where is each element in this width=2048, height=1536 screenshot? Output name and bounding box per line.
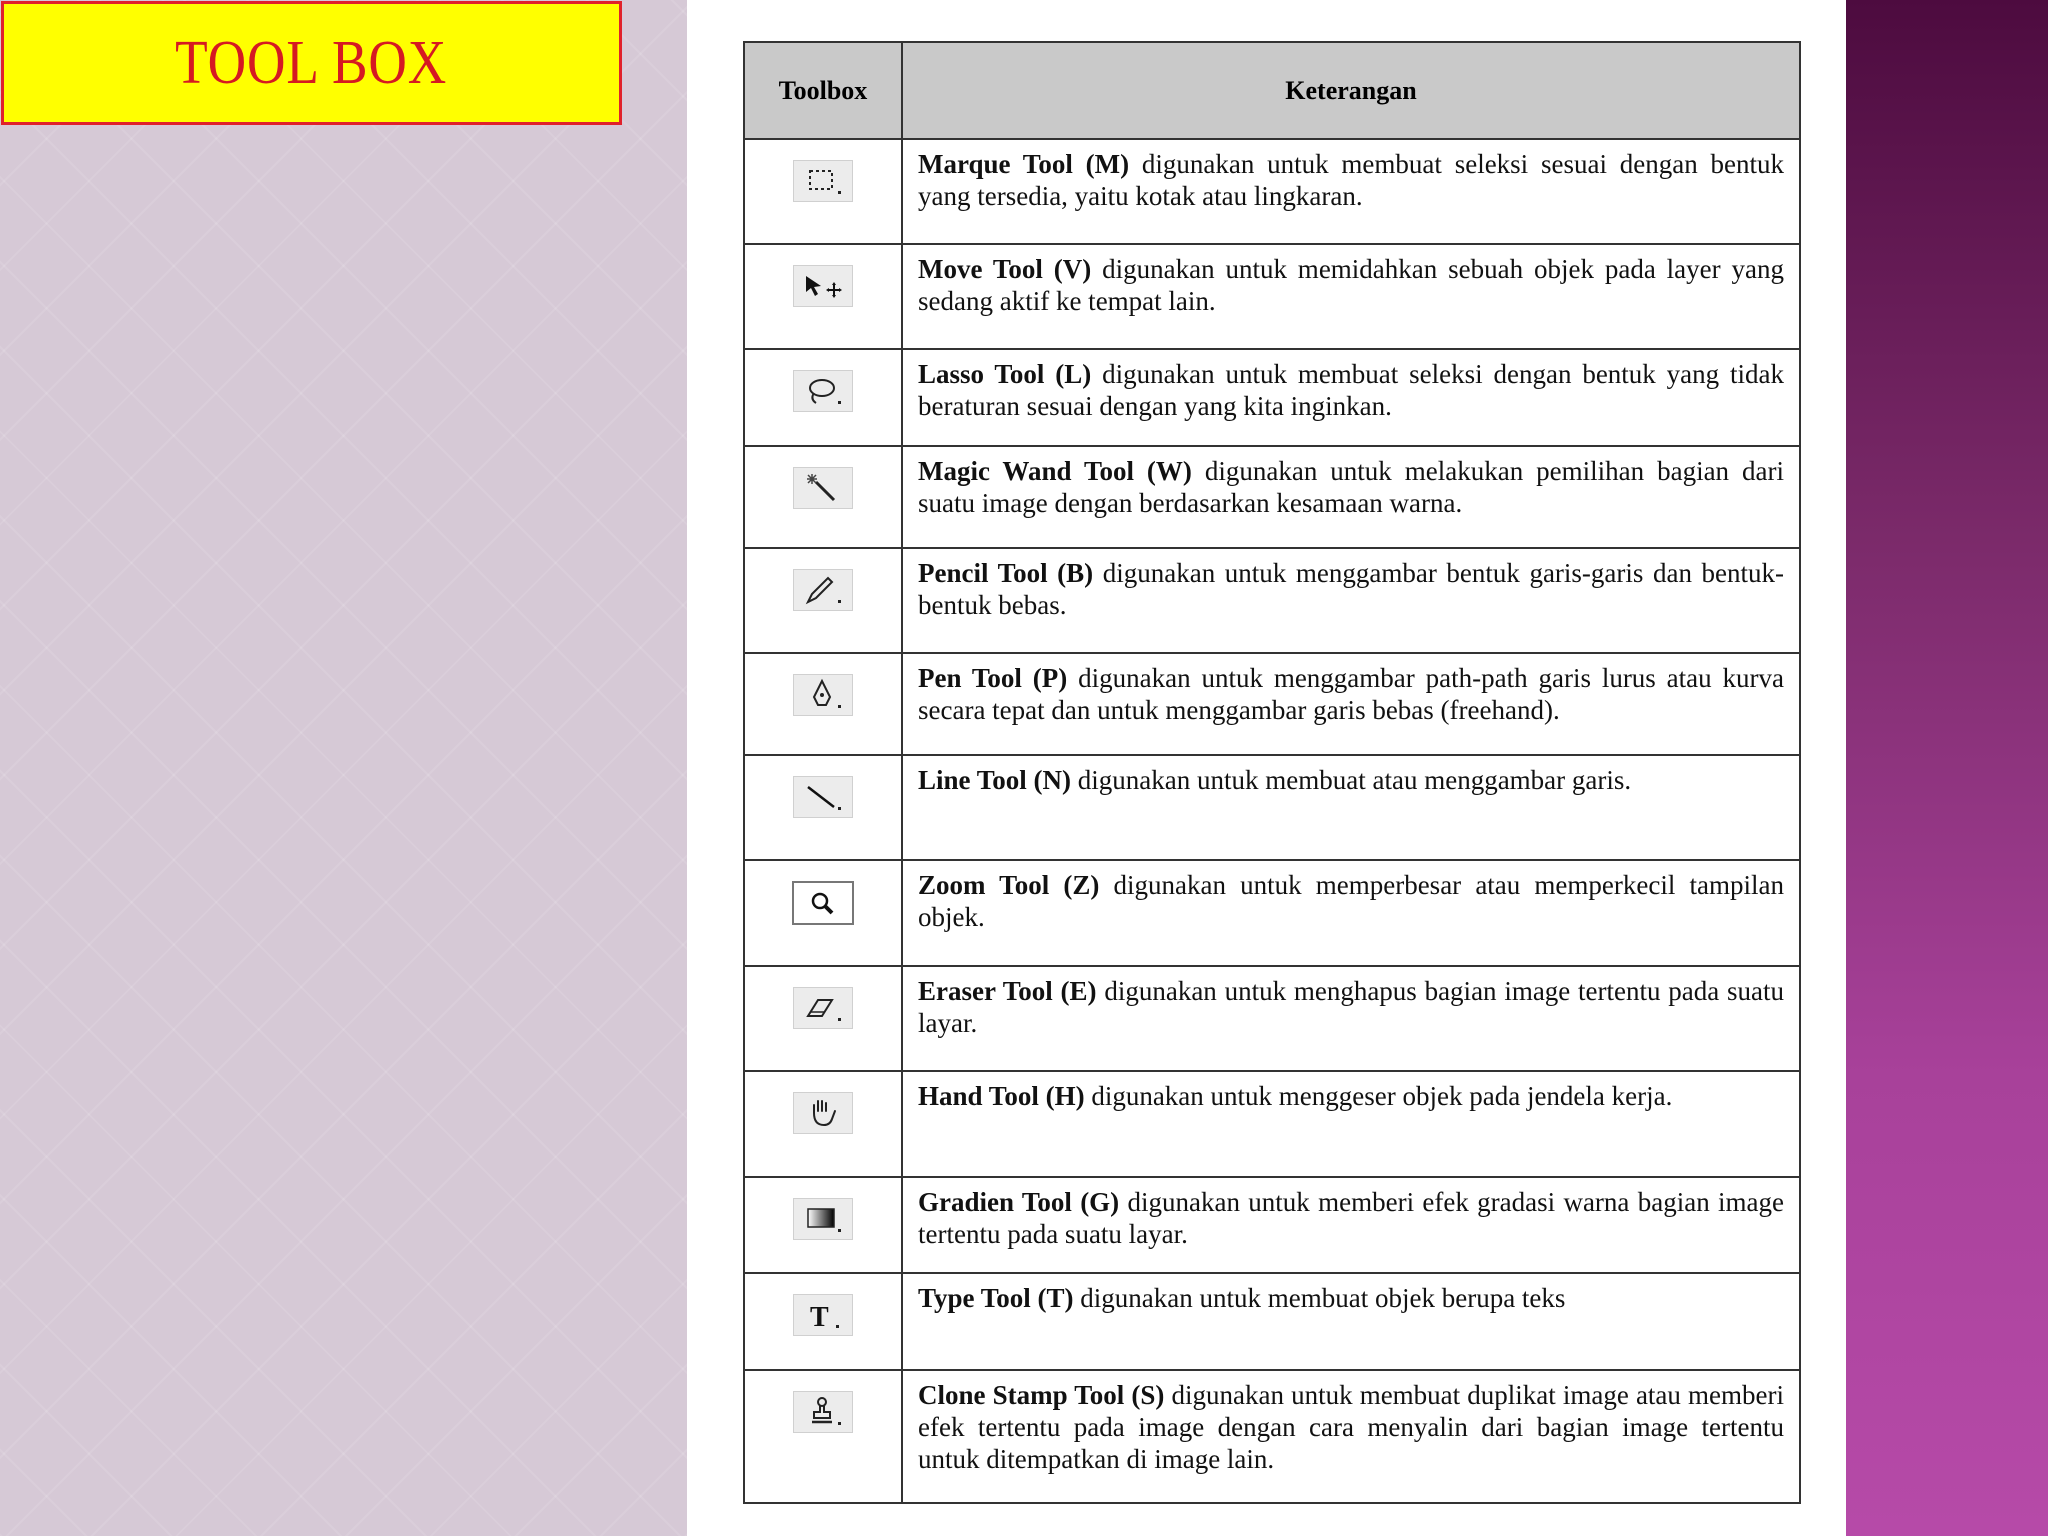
zoom-icon (792, 881, 854, 925)
tool-description: digunakan untuk memperbesar atau memperkecil tampilan objek. (918, 870, 1784, 932)
tool-name: Clone Stamp Tool (S) (918, 1380, 1165, 1410)
tool-description: digunakan untuk menggeser objek pada jendela kerja. (1084, 1081, 1673, 1111)
table-row (744, 1273, 1800, 1370)
table-row (744, 139, 1800, 244)
table-row (744, 966, 1800, 1071)
gradient-icon (793, 1198, 853, 1240)
table-row (744, 548, 1800, 653)
header-toolbox: Toolbox (744, 42, 902, 139)
tool-name: Eraser Tool (E) (918, 976, 1097, 1006)
type-icon (793, 1294, 853, 1336)
tool-name: Hand Tool (H) (918, 1081, 1085, 1111)
tool-name: Marque Tool (M) (918, 149, 1130, 179)
tool-description: digunakan untuk menggambar bentuk garis-garis dan bentuk-bentuk bebas. (918, 558, 1785, 620)
svg-text:T: T (810, 1302, 829, 1333)
tool-description: digunakan untuk memberi efek gradasi warna bagian image tertentu pada suatu layar. (918, 1187, 1784, 1249)
tool-description: digunakan untuk memidahkan sebuah objek pada layer yang sedang aktif ke tempat lain. (918, 254, 1784, 316)
table-row (744, 1177, 1800, 1273)
table-row (744, 446, 1800, 548)
tool-description: digunakan untuk membuat seleksi dengan bentuk yang tidak beraturan sesuai dengan yang kita inginkan. (918, 359, 1784, 421)
table-row (744, 860, 1800, 966)
left-background (0, 0, 687, 1536)
tool-name: Type Tool (T) (918, 1283, 1074, 1313)
lasso-icon (793, 370, 853, 412)
tool-name: Pencil Tool (B) (918, 558, 1094, 588)
hand-icon (793, 1092, 853, 1134)
tool-description: digunakan untuk melakukan pemilihan bagian dari suatu image dengan berdasarkan kesamaan warna. (918, 456, 1784, 518)
header-keterangan: Keterangan (902, 42, 1800, 139)
clone-stamp-icon (793, 1391, 853, 1433)
tool-name: Line Tool (N) (918, 765, 1072, 795)
tool-name: Lasso Tool (L) (918, 359, 1092, 389)
tool-name: Zoom Tool (Z) (918, 870, 1100, 900)
slide-title-box (1, 1, 622, 125)
tool-description: digunakan untuk menghapus bagian image tertentu pada suatu layar. (918, 976, 1785, 1038)
pen-icon (793, 674, 853, 716)
tool-name: Magic Wand Tool (W) (918, 456, 1192, 486)
tool-description: digunakan untuk membuat atau menggambar garis. (1071, 765, 1632, 795)
move-icon (793, 265, 853, 307)
table-row (744, 349, 1800, 446)
table-row (744, 653, 1800, 755)
pencil-icon (793, 569, 853, 611)
table-row (744, 244, 1800, 349)
eraser-icon (793, 987, 853, 1029)
tool-description: digunakan untuk membuat objek berupa teks (1073, 1283, 1566, 1313)
toolbox-table (743, 41, 1801, 1504)
tool-name: Gradien Tool (G) (918, 1187, 1120, 1217)
slide-title: TOOL BOX (175, 28, 448, 97)
table-row (744, 755, 1800, 860)
line-icon (793, 776, 853, 818)
right-accent-band (1846, 0, 2048, 1536)
table-header-row (744, 42, 1800, 139)
tool-description: digunakan untuk membuat seleksi sesuai dengan bentuk yang tersedia, yaitu kotak atau lingkaran. (918, 149, 1784, 211)
tool-description: digunakan untuk membuat duplikat image atau memberi efek tertentu pada image dengan cara menyalin dari bagian image tertentu untuk ditempatkan di image lain. (918, 1380, 1784, 1474)
tool-name: Pen Tool (P) (918, 663, 1068, 693)
table-row (744, 1370, 1800, 1503)
table-row (744, 1071, 1800, 1177)
tool-name: Move Tool (V) (918, 254, 1092, 284)
marquee-icon (793, 160, 853, 202)
tool-description: digunakan untuk menggambar path-path garis lurus atau kurva secara tepat dan untuk menggambar garis bebas (freehand). (918, 663, 1784, 725)
magic-wand-icon (793, 467, 853, 509)
